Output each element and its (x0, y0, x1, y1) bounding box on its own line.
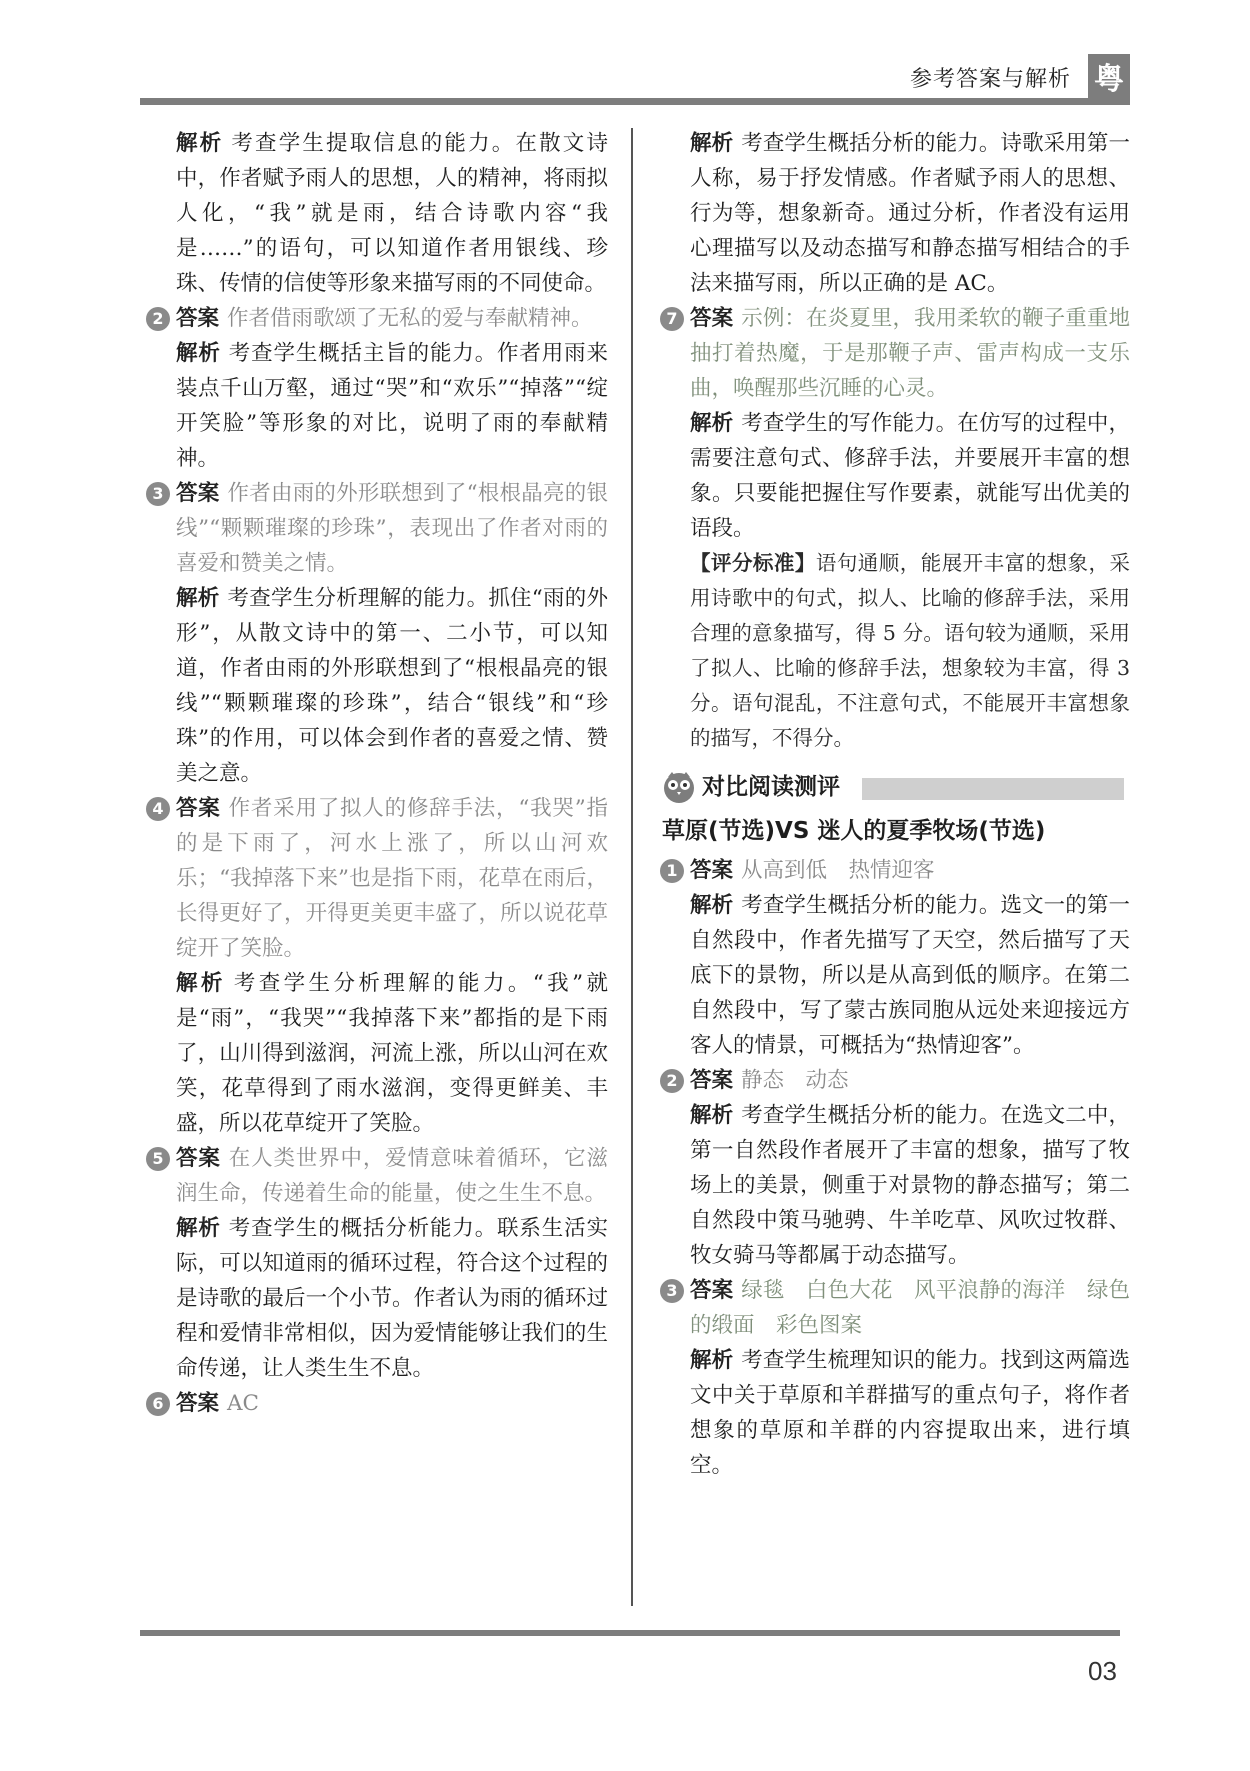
section-bar (862, 778, 1124, 800)
answer-label: 答案 (176, 1391, 220, 1416)
analysis-label: 解析 (176, 971, 226, 996)
analysis-label: 解析 (176, 1216, 221, 1241)
question-5 (152, 1141, 608, 1386)
question-3 (152, 476, 608, 791)
analysis-label: 解析 (176, 341, 221, 366)
analysis-text: 考查学生梳理知识的能力。找到这两篇选文中关于草原和羊群描写的重点句子，将作者想象的草原和羊群的内容提取出来，进行填空。 (690, 1348, 1130, 1478)
analysis-text: 考查学生提取信息的能力。在散文诗中，作者赋予雨人的思想，人的精神，将雨拟人化，“我”就是雨，结合诗歌内容“我是……”的语句，可以知道作者用银线、珍珠、传情的信使等形象来描写雨的不同使命。 (176, 131, 608, 296)
question-6 (152, 1386, 608, 1421)
answer-text: 示例：在炎夏里，我用柔软的鞭子重重地抽打着热魔，于是那鞭子声、雷声构成一支乐曲，唤醒那些沉睡的心灵。 (690, 306, 1130, 401)
analysis-text: 考查学生概括主旨的能力。作者用雨来装点千山万壑，通过“哭”和“欢乐”“掉落”“绽开笑脸”等形象的对比，说明了雨的奉献精神。 (176, 341, 608, 471)
answer-text: 从高到低 热情迎客 (741, 858, 935, 883)
answer-label: 答案 (176, 1146, 221, 1171)
answer-label: 答案 (176, 481, 220, 506)
rubric-tag: 【评分标准】 (690, 551, 816, 575)
question-2 (152, 301, 608, 476)
section-title: 对比阅读测评 (702, 774, 840, 800)
analysis-label: 解析 (176, 586, 220, 611)
answer-text: 绿毯 白色大花 风平浪静的海洋 绿色的缎面 彩色图案 (690, 1278, 1130, 1338)
answer-label: 答案 (690, 306, 734, 331)
reading-question-2 (666, 1063, 1130, 1273)
analysis-text: 考查学生的概括分析能力。联系生活实际，可以知道雨的循环过程，符合这个过程的是诗歌的最后一个小节。作者认为雨的循环过程和爱情非常相似，因为爱情能够让我们的生命传递，让人类生生不息。 (176, 1216, 608, 1381)
analysis-text: 考查学生分析理解的能力。抓住“雨的外形”，从散文诗中的第一、二小节，可以知道，作者由雨的外形联想到了“根根晶亮的银线”“颗颗璀璨的珍珠”，结合“银线”和“珍珠”的作用，可以体会到作者的喜爱之情、赞美之意。 (176, 586, 608, 786)
analysis-label: 解析 (690, 1348, 734, 1373)
question-number: 2 (146, 307, 170, 331)
analysis-text: 考查学生概括分析的能力。在选文二中，第一自然段作者展开了丰富的想象，描写了牧场上的美景，侧重于对景物的静态描写；第二自然段中策马驰骋、牛羊吃草、风吹过牧群、牧女骑马等都属于动态描写。 (690, 1103, 1130, 1268)
analysis-text: 考查学生的写作能力。在仿写的过程中，需要注意句式、修辞手法，并要展开丰富的想象。只要能把握住写作要素，就能写出优美的语段。 (690, 411, 1130, 541)
answer-label: 答案 (690, 1068, 734, 1093)
question-number: 3 (660, 1279, 684, 1303)
analysis-label: 解析 (690, 1103, 734, 1128)
reading-question-3 (666, 1273, 1130, 1483)
analysis-label: 解析 (690, 131, 734, 156)
analysis-label: 解析 (176, 131, 224, 156)
reading-question-1 (666, 853, 1130, 1063)
intro-analysis (176, 126, 608, 301)
question-7 (666, 301, 1131, 756)
region-seal: 粤 (1088, 54, 1130, 98)
column-divider (631, 128, 633, 1606)
answer-text: 静态 动态 (741, 1068, 849, 1093)
answer-label: 答案 (690, 858, 734, 883)
answer-label: 答案 (176, 306, 220, 331)
rubric-text: 语句通顺，能展开丰富的想象，采用诗歌中的句式，拟人、比喻的修辞手法，采用合理的意象描写，得 5 分。语句较为通顺，采用了拟人、比喻的修辞手法，想象较为丰富，得 3 分。语句混乱，不注意句式，不能展开丰富想象的描写，不得分。 (690, 551, 1131, 750)
footer-rule (140, 1630, 1120, 1636)
question-number: 1 (660, 859, 684, 883)
question-number: 6 (146, 1392, 170, 1416)
question-number: 4 (146, 797, 170, 821)
sub-title: 草原(节选)VS 迷人的夏季牧场(节选) (662, 818, 1046, 844)
header-rule (140, 98, 1130, 105)
answer-text: 作者由雨的外形联想到了“根根晶亮的银线”“颗颗璀璨的珍珠”，表现出了作者对雨的喜爱和赞美之情。 (176, 481, 608, 576)
question-number: 3 (146, 482, 170, 506)
owl-icon (660, 768, 698, 806)
analysis-text: 考查学生概括分析的能力。诗歌采用第一人称，易于抒发情感。作者赋予雨人的思想、行为等，想象新奇。通过分析，作者没有运用心理描写以及动态描写和静态描写相结合的手法来描写雨，所以正确的是 AC。 (690, 131, 1130, 296)
left-column (148, 126, 608, 1421)
question-number: 7 (660, 307, 684, 331)
answer-text: 在人类世界中，爱情意味着循环，它滋润生命，传递着生命的能量，使之生生不息。 (176, 1146, 608, 1206)
question-4 (152, 791, 608, 1141)
analysis-text: 考查学生概括分析的能力。选文一的第一自然段中，作者先描写了天空，然后描写了天底下的景物，所以是从高到低的顺序。在第二自然段中，写了蒙古族同胞从远处来迎接远方客人的情景，可概括为“热情迎客”。 (690, 893, 1130, 1058)
answer-text: AC (227, 1391, 259, 1416)
right-column (662, 126, 1130, 1483)
header-title: 参考答案与解析 (910, 67, 1072, 92)
question-number: 5 (146, 1147, 170, 1171)
answer-label: 答案 (690, 1278, 734, 1303)
answer-text: 作者采用了拟人的修辞手法，“我哭”指的是下雨了，河水上涨了，所以山河欢乐；“我掉落下来”也是指下雨，花草在雨后，长得更好了，开得更美更丰盛了，所以说花草绽开了笑脸。 (176, 796, 608, 961)
analysis-text: 考查学生分析理解的能力。“我”就是“雨”，“我哭”“我掉落下来”都指的是下雨了，山川得到滋润，河流上涨，所以山河在欢笑，花草得到了雨水滋润，变得更鲜美、丰盛，所以花草绽开了笑脸。 (176, 971, 608, 1136)
analysis-label: 解析 (690, 893, 734, 918)
question-number: 2 (660, 1069, 684, 1093)
page-number: 03 (1088, 1656, 1117, 1686)
scoring-rubric (690, 546, 1130, 756)
question-6-analysis (690, 126, 1130, 301)
answer-text: 作者借雨歌颂了无私的爱与奉献精神。 (227, 306, 593, 331)
answer-label: 答案 (176, 796, 221, 821)
section-header (662, 768, 1130, 808)
analysis-label: 解析 (690, 411, 734, 436)
